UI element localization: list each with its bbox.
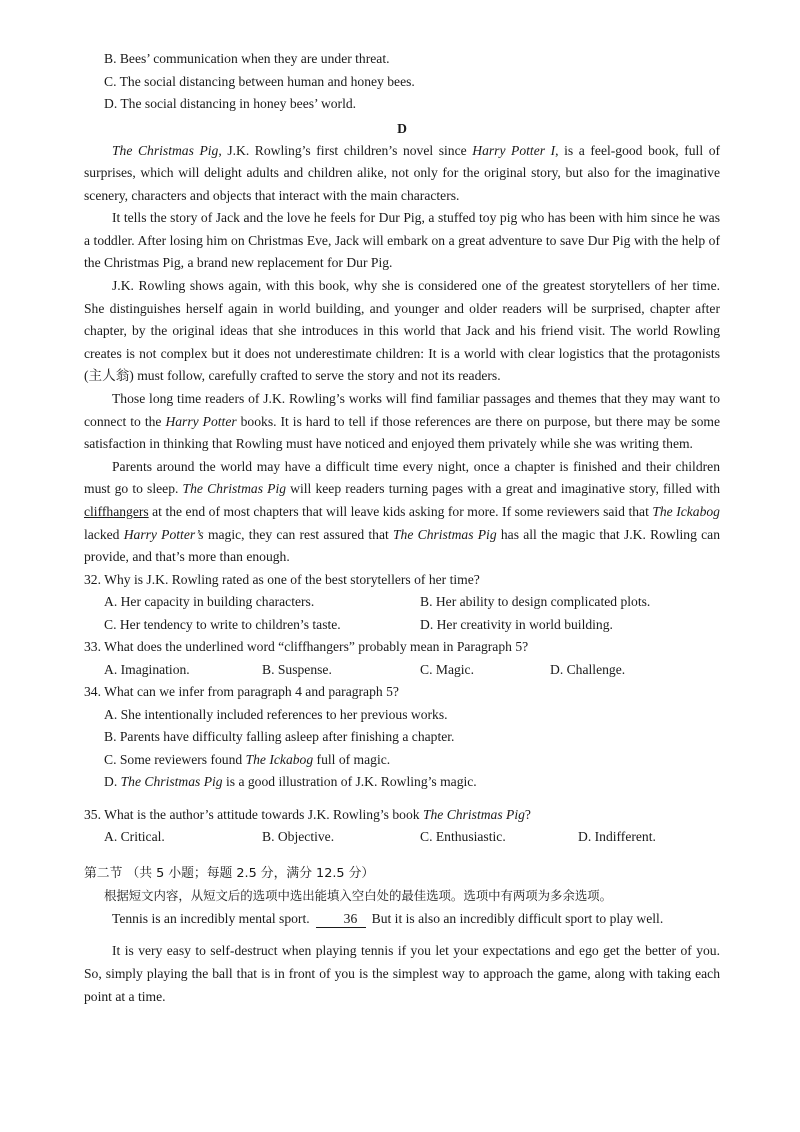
question-34 [84, 681, 720, 794]
book-title-hp: Harry Potter I [472, 142, 556, 158]
exam-page [84, 48, 720, 1008]
question-stem: 34. What can we infer from paragraph 4 and paragraph 5? [84, 684, 399, 700]
passage-paragraph-2: It tells the story of Jack and the love he feels for Dur Pig, a stuffed toy pig who has been with him since he was a toddler. After losing him on Christmas Eve, Jack will embark on a great adventure to save Dur Pig with the help of the Christmas Pig, a brand new replacement for Dur Pig. [84, 210, 720, 271]
option-c: C. Magic. [420, 661, 474, 677]
book-title: The Christmas Pig [393, 526, 497, 542]
question-32 [84, 569, 720, 637]
book-title: The Christmas Pig [182, 481, 287, 497]
option-a: A. She intentionally included references to her previous works. [104, 706, 448, 722]
option-b: B. Her ability to design complicated plots. [420, 594, 651, 610]
option-a: A. Her capacity in building characters. [104, 594, 315, 610]
book-title-hp: Harry Potter’s [123, 526, 204, 542]
section-2-instruction: 根据短文内容，从短文后的选项中选出能填入空白处的最佳选项。选项中有两项为多余选项。 [104, 888, 613, 904]
blank-36[interactable]: 36 [316, 911, 366, 928]
option-b: B. Suspense. [262, 661, 332, 677]
option-d: D. Indifferent. [578, 829, 656, 845]
option-d: D. Her creativity in world building. [420, 616, 613, 632]
option-d: D. Challenge. [550, 661, 626, 677]
option-d: D. The Christmas Pig is a good illustration of J.K. Rowling’s magic. [104, 774, 477, 790]
previous-question-options [84, 48, 720, 116]
passage-paragraph-3: J.K. Rowling shows again, with this book, why she is considered one of the greatest storytellers of her time. She distinguishes herself again in world building, and younger and older readers will be surprised, chapter after chapter, by the original ideas that she introduces in this world that Jack and his friend visit. The world Rowling creates is not complex but it does not underestimate children: It is a world with clear logistics that the protagonists (主人翁) must follow, carefully crafted to serve the story and not its readers. [84, 278, 720, 384]
option-b-prev: B. Bees’ communication when they are under threat. [104, 51, 390, 66]
option-b: B. Objective. [262, 829, 335, 845]
option-c-prev: C. The social distancing between human and honey bees. [104, 73, 415, 89]
passage-d-heading: D [397, 120, 407, 136]
book-title-ickabog: The Ickabog [652, 504, 720, 519]
book-title-hp: Harry Potter [165, 413, 237, 429]
option-b: B. Parents have difficulty falling asleep after finishing a chapter. [104, 729, 455, 745]
option-c: C. Some reviewers found The Ickabog full of magic. [104, 751, 391, 767]
cloze-paragraph-2: It is very easy to self-destruct when playing tennis if you let your expectations and ego get the better of you. So, simply playing the ball that is in front of you is the simplest way to approach the game, along with taking each point at a time. [84, 943, 720, 1004]
option-a: A. Imagination. [104, 661, 190, 677]
question-stem: 35. What is the author’s attitude towards J.K. Rowling’s book The Christmas Pig? [84, 806, 531, 822]
underlined-word: cliffhangers [84, 504, 149, 519]
question-33 [84, 636, 720, 681]
option-c: C. Enthusiastic. [420, 829, 506, 845]
question-stem: 33. What does the underlined word “cliffhangers” probably mean in Paragraph 5? [84, 639, 529, 655]
passage-paragraph-1: The Christmas Pig, J.K. Rowling’s first children’s novel since Harry Potter I, is a feel-good book, full of surprises, which will delight adults and children alike, not only for the original story, but also for the imaginative scenery, characters and objects that interact with the main characters. [84, 142, 721, 203]
passage-paragraph-4: Those long time readers of J.K. Rowling’s works will find familiar passages and themes that they may want to connect to the Harry Potter books. It is hard to tell if those references are there on purpose, but there may be some satisfaction in thinking that Rowling must have noticed and enjoyed them privately while she was writing them. [84, 391, 720, 452]
passage-paragraph-5: Parents around the world may have a difficult time every night, once a chapter is finished and their children must go to sleep. The Christmas Pig will keep readers turning pages with a great and imaginative story, filled with cliffhangers at the end of most chapters that will leave kids asking for more. If some reviewers said that The Ickabog lacked Harry Potter’s magic, they can rest assured that The Christmas Pig has all the magic that J.K. Rowling can provide, and that’s more than enough. [84, 458, 720, 565]
option-a: A. Critical. [104, 829, 165, 845]
question-stem: 32. Why is J.K. Rowling rated as one of the best storytellers of her time? [84, 571, 480, 587]
book-title: The Christmas Pig [112, 142, 219, 158]
option-d-prev: D. The social distancing in honey bees’ world. [104, 96, 357, 111]
option-c: C. Her tendency to write to children’s taste. [104, 616, 341, 632]
cloze-paragraph-1: Tennis is an incredibly mental sport. 36 But it is also an incredibly difficult sport to play well. [112, 910, 664, 926]
question-35 [84, 804, 720, 849]
section-2-heading: 第二节 （共 5 小题；每题 2.5 分，满分 12.5 分） [84, 865, 375, 881]
